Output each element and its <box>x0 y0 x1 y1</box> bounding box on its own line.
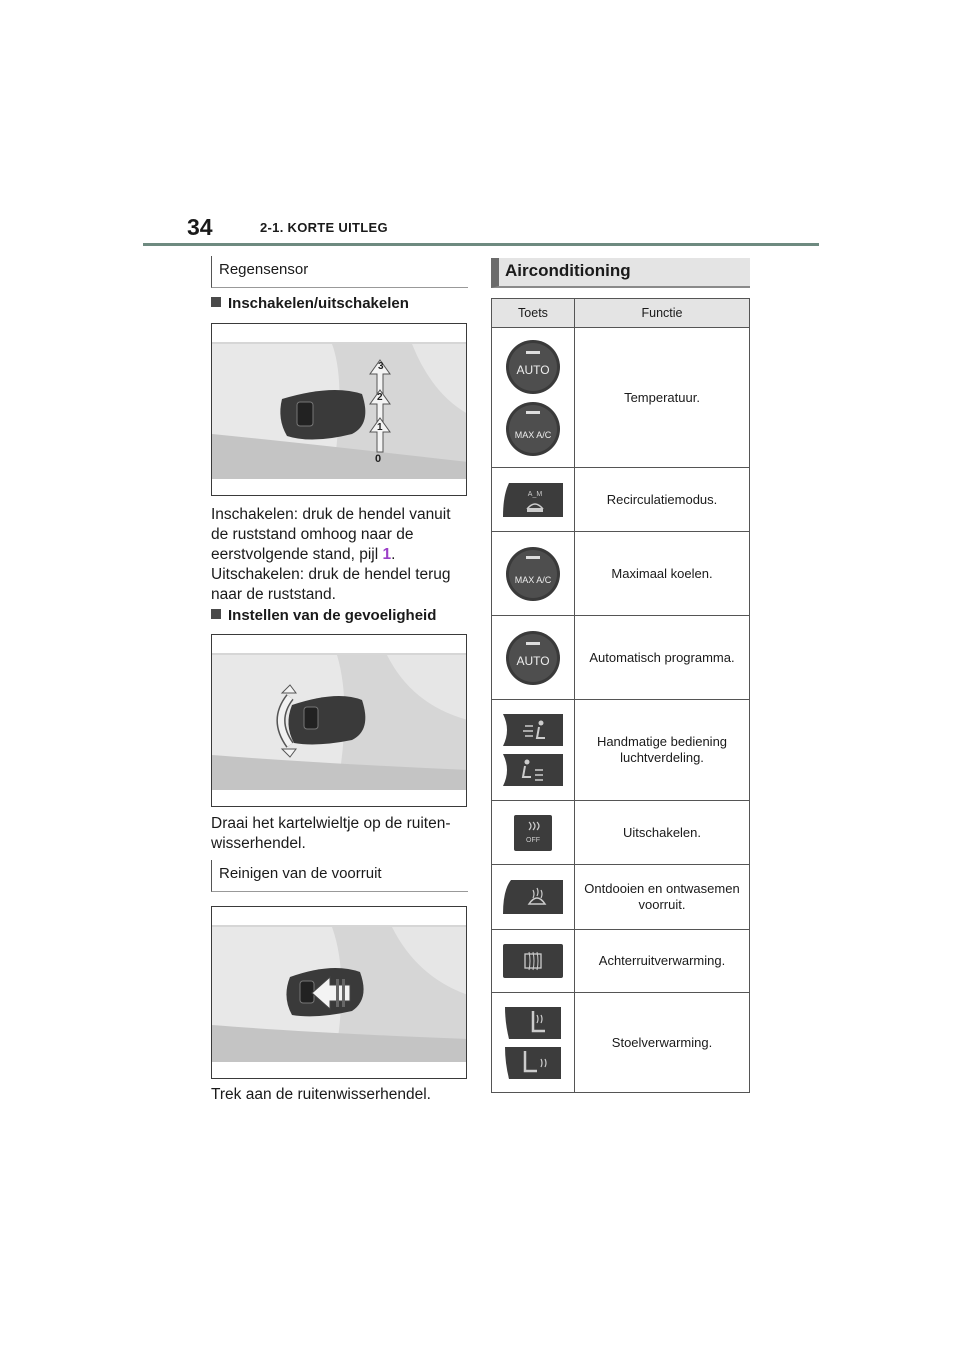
table-row <box>492 328 750 468</box>
key-cell <box>492 700 575 801</box>
section-title: 2-1. KORTE UITLEG <box>260 220 388 235</box>
clean-heading: Reinigen van de voorruit <box>211 860 468 892</box>
switch-label-3: 3 <box>378 361 384 372</box>
switch-on-end: . <box>391 546 396 563</box>
key-label-auto: AUTO <box>516 653 550 668</box>
col-function-header: Functie <box>575 299 750 328</box>
switch-heading <box>211 295 409 312</box>
switch-label-0: 0 <box>375 453 382 465</box>
rear-window-heating-button-icon <box>501 942 565 980</box>
front-defrost-button-icon <box>501 878 565 916</box>
key-label-recirc: A_M <box>527 490 543 498</box>
bullet-square-icon <box>211 609 221 619</box>
max-ac-button-icon <box>504 400 562 458</box>
figure-clean-windshield <box>211 906 467 1079</box>
figure-switch-lever <box>211 323 467 496</box>
max-ac-button-icon <box>504 545 562 603</box>
seat-heating-lower-icon <box>503 1045 563 1081</box>
table-row <box>492 468 750 532</box>
switch-on-sentence: Inschakelen: druk de hendel vanuit de ruststand omhoog naar de eerstvolgende stand, pijl <box>211 506 451 563</box>
key-cell <box>492 532 575 616</box>
seat-heating-upper-icon <box>503 1005 563 1041</box>
table-row <box>492 616 750 700</box>
bullet-square-icon <box>211 297 221 307</box>
key-label-auto: AUTO <box>516 362 550 377</box>
clean-text: Trek aan de ruitenwisserhendel. <box>211 1086 431 1103</box>
page-number: 34 <box>187 214 213 240</box>
function-cell: Automatisch programma. <box>575 616 750 700</box>
ac-heading: Airconditioning <box>491 258 750 288</box>
switch-off-text: Uitschakelen: druk de hendel terug naar de ruststand. <box>211 566 451 603</box>
header-rule <box>143 243 819 246</box>
key-cell <box>492 993 575 1093</box>
key-cell <box>492 801 575 865</box>
sensitivity-text: Draai het kartelwieltje op de ruiten-wisserhendel. <box>211 815 451 852</box>
table-row <box>492 700 750 801</box>
function-cell: Handmatige bediening luchtverdeling. <box>575 700 750 801</box>
table-row <box>492 865 750 930</box>
air-distribution-lower-icon <box>501 752 565 788</box>
key-label-max-ac: MAX A/C <box>514 429 552 440</box>
key-cell <box>492 616 575 700</box>
function-cell: Achterruitverwarming. <box>575 930 750 993</box>
function-cell: Ontdooien en ontwasemen voorruit. <box>575 865 750 930</box>
table-row <box>492 801 750 865</box>
key-label-max-ac: MAX A/C <box>514 574 552 585</box>
ac-table <box>491 298 750 1093</box>
auto-button-icon <box>504 338 562 396</box>
table-header-row <box>492 299 750 328</box>
key-cell <box>492 930 575 993</box>
switch-on-text <box>211 505 471 565</box>
arrow-number: 1 <box>382 546 392 563</box>
recirculation-button-icon <box>501 481 565 519</box>
function-cell: Temperatuur. <box>575 328 750 468</box>
table-row <box>492 930 750 993</box>
function-cell: Maximaal koelen. <box>575 532 750 616</box>
sensitivity-heading-text: Instellen van de gevoeligheid <box>228 607 437 624</box>
switch-heading-text: Inschakelen/uitschakelen <box>228 295 409 312</box>
air-distribution-upper-icon <box>501 712 565 748</box>
sensitivity-heading <box>211 607 436 624</box>
col-key-header: Toets <box>492 299 575 328</box>
sensitivity-wheel-illustration <box>212 635 467 807</box>
figure-sensitivity-wheel <box>211 634 467 807</box>
off-button-icon <box>513 814 553 852</box>
key-cell <box>492 328 575 468</box>
switch-label-1: 1 <box>377 422 383 433</box>
table-row <box>492 993 750 1093</box>
auto-button-icon <box>504 629 562 687</box>
switch-label-2: 2 <box>377 392 383 403</box>
function-cell: Uitschakelen. <box>575 801 750 865</box>
clean-windshield-illustration <box>212 907 467 1079</box>
key-label-off: OFF <box>526 836 540 844</box>
key-cell <box>492 468 575 532</box>
switch-lever-illustration <box>212 324 467 496</box>
key-cell <box>492 865 575 930</box>
function-cell: Recirculatiemodus. <box>575 468 750 532</box>
function-cell: Stoelverwarming. <box>575 993 750 1093</box>
table-row <box>492 532 750 616</box>
rain-sensor-heading: Regensensor <box>211 256 468 288</box>
